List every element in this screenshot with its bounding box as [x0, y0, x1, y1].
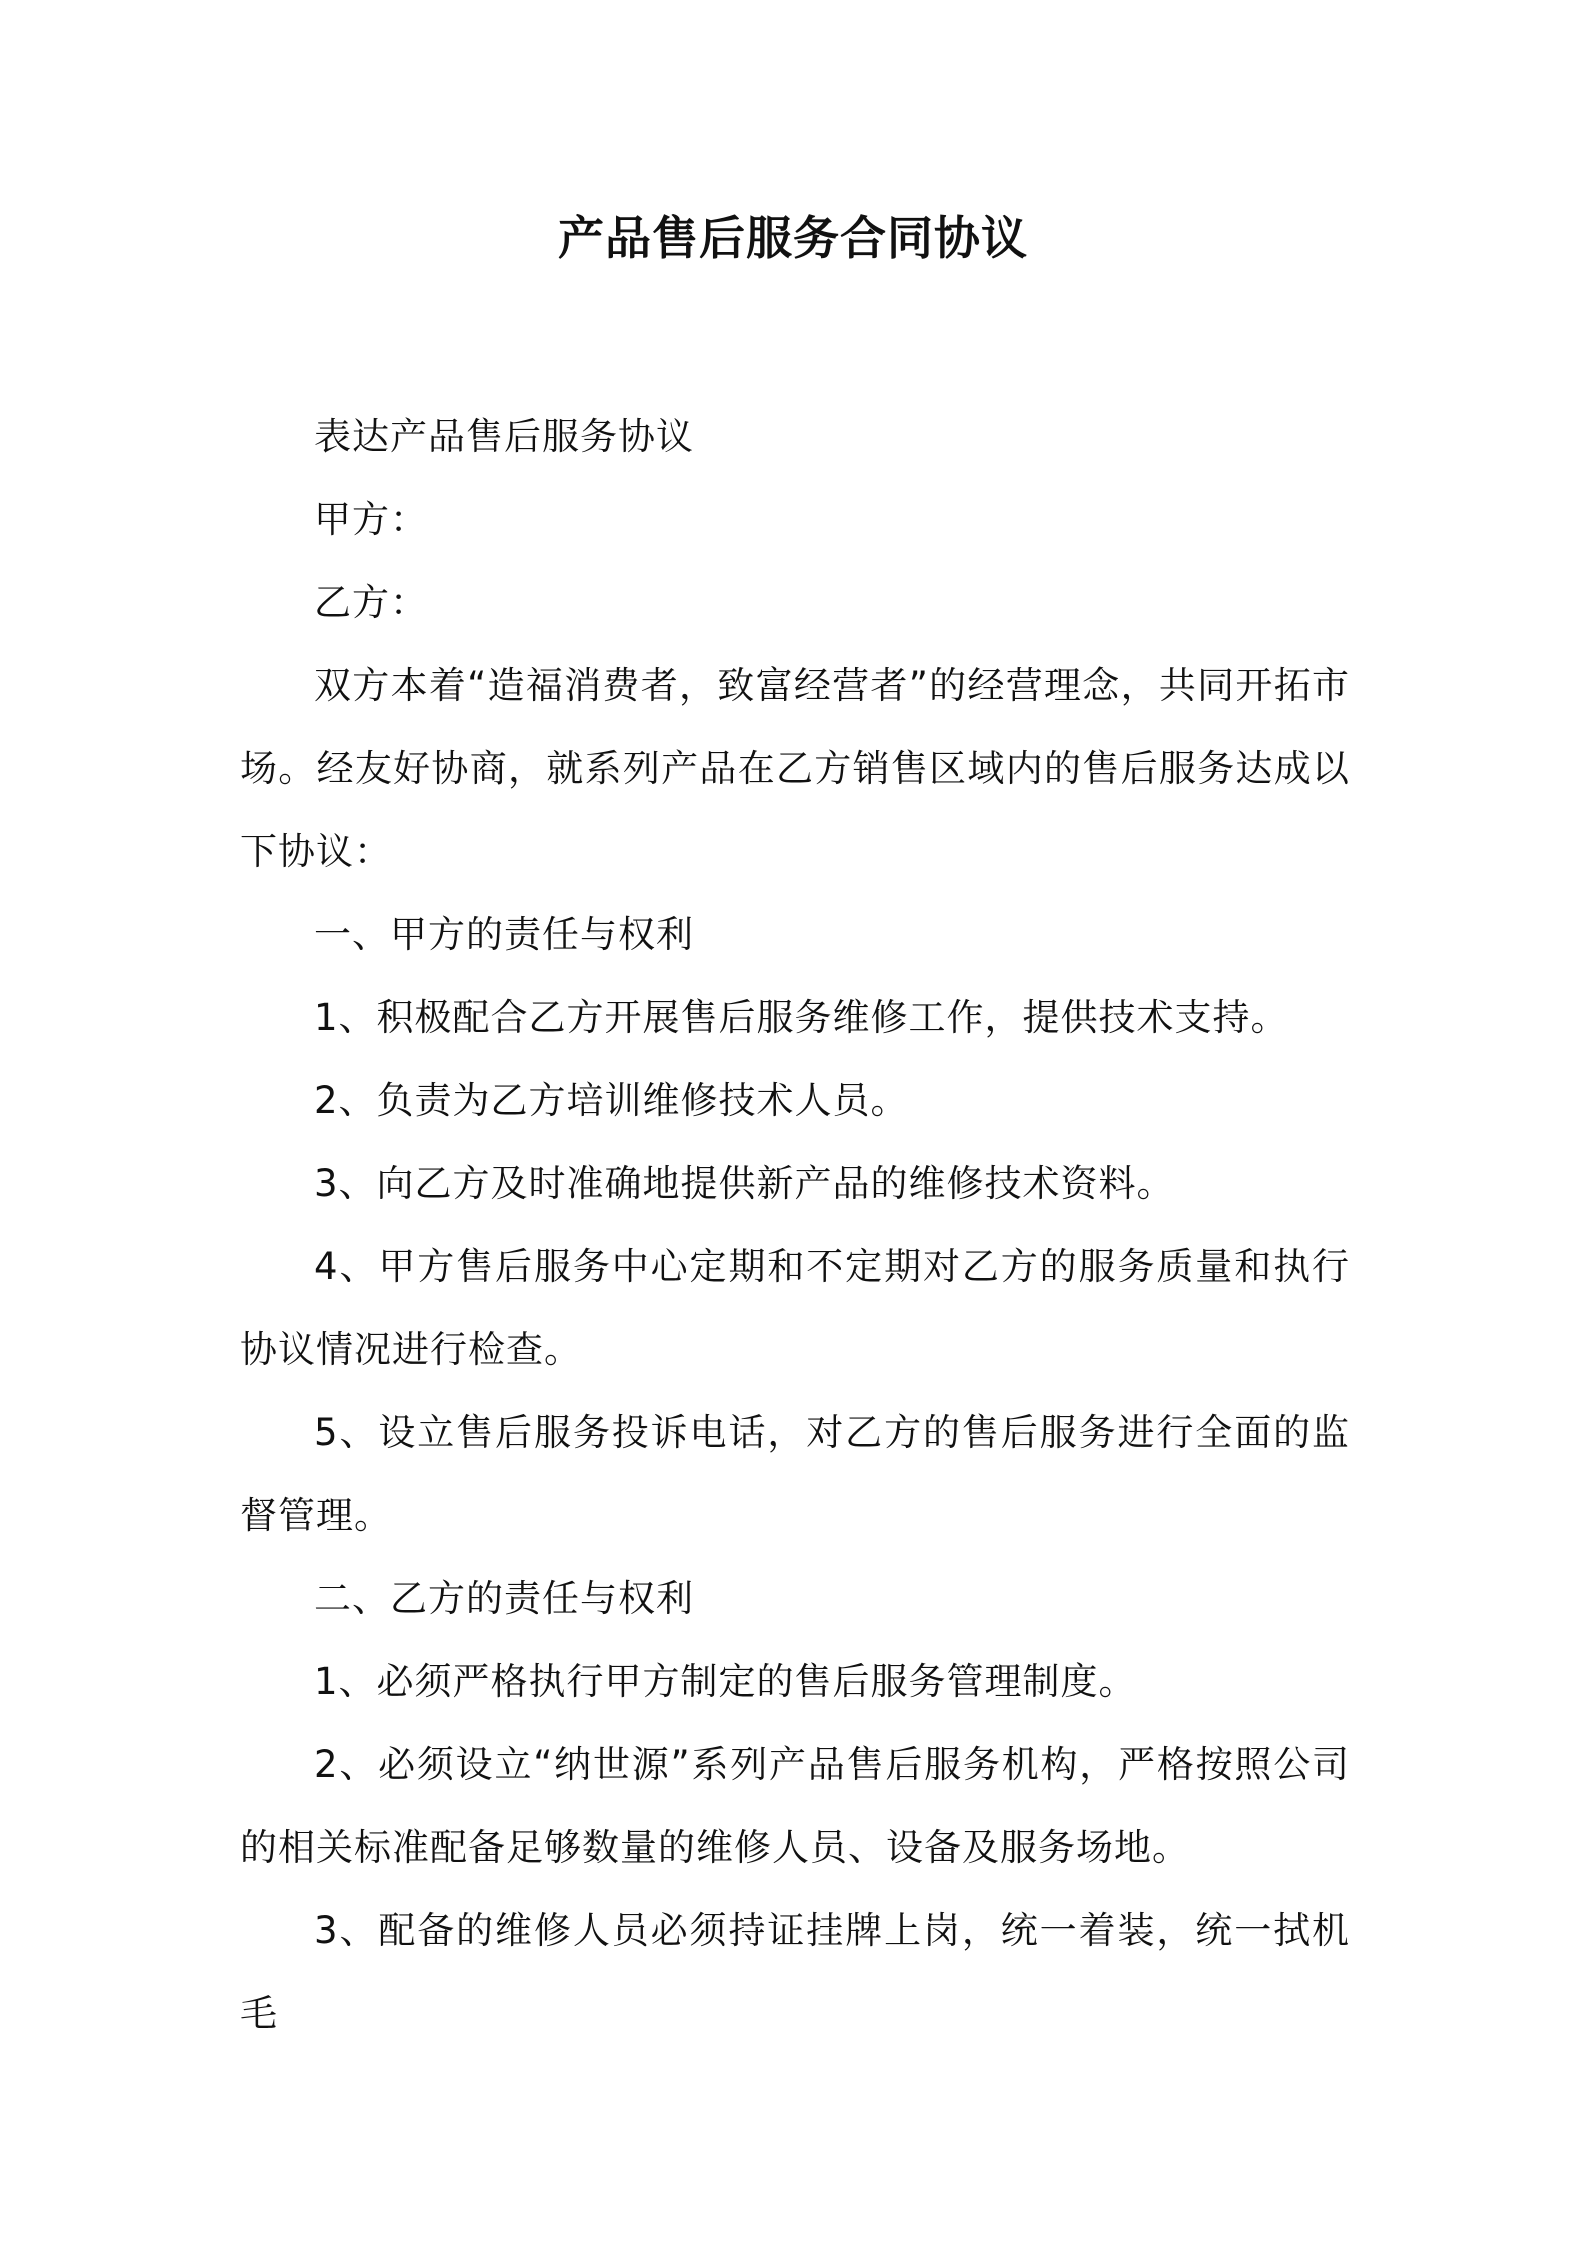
party-a-clause-4: 4、甲方售后服务中心定期和不定期对乙方的服务质量和执行协议情况进行检查。 — [240, 1245, 1350, 1371]
party-b-clause-1: 1、必须严格执行甲方制定的售后服务管理制度。 — [314, 1660, 1137, 1703]
party-b-line: 乙方： — [314, 581, 428, 624]
party-a-line: 甲方： — [314, 498, 428, 541]
section-heading-party-b: 二、乙方的责任与权利 — [314, 1577, 694, 1620]
preamble-paragraph: 双方本着“造福消费者，致富经营者”的经营理念，共同开拓市场。经友好协商，就系列产品在乙方销售区域内的售后服务达成以下协议： — [240, 664, 1350, 873]
document-body — [240, 395, 1350, 2055]
party-a-clause-3: 3、向乙方及时准确地提供新产品的维修技术资料。 — [314, 1162, 1175, 1205]
party-a-clause-5: 5、设立售后服务投诉电话，对乙方的售后服务进行全面的监督管理。 — [240, 1411, 1350, 1537]
party-b-clause-2: 2、必须设立“纳世源”系列产品售后服务机构，严格按照公司的相关标准配备足够数量的维修人员、设备及服务场地。 — [240, 1743, 1350, 1869]
party-a-clause-1: 1、积极配合乙方开展售后服务维修工作，提供技术支持。 — [314, 996, 1289, 1039]
document-title: 产品售后服务合同协议 — [558, 211, 1028, 265]
party-b-clause-3: 3、配备的维修人员必须持证挂牌上岗，统一着装，统一拭机毛 — [240, 1909, 1350, 2035]
section-heading-party-a: 一、甲方的责任与权利 — [314, 913, 694, 956]
party-a-clause-2: 2、负责为乙方培训维修技术人员。 — [314, 1079, 909, 1122]
paragraph-heading: 表达产品售后服务协议 — [314, 415, 694, 458]
